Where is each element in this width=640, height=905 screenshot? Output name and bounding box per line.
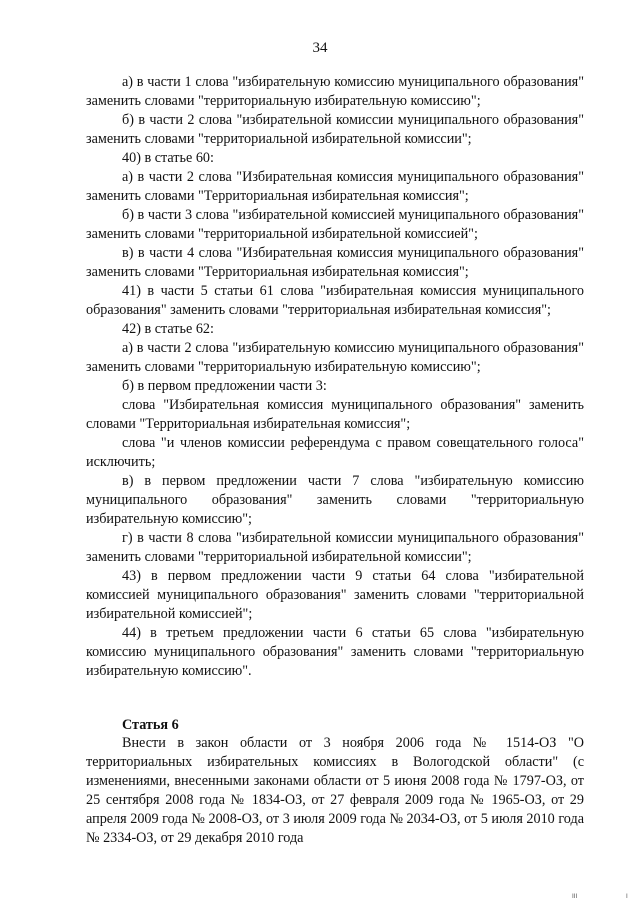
- paragraph: 40) в статье 60:: [122, 150, 214, 166]
- article-heading: Статья 6: [122, 717, 179, 733]
- paragraph: слова "и членов комиссии референдума с правом совещательного голоса" исключить;: [86, 435, 584, 470]
- paragraph: 44) в третьем предложении части 6 статьи 65 слова "избирательную комиссию муниципального образования" заменить словами "территориальную избирательную комиссию".: [86, 625, 584, 679]
- paragraph: а) в части 2 слова "Избирательная комиссия муниципального образования" заменить словами "Территориальная избирательная комиссия";: [86, 169, 584, 204]
- paragraph: а) в части 1 слова "избирательную комиссию муниципального образования" заменить словами "территориальную избирательную комиссию";: [86, 74, 584, 109]
- paragraph: 42) в статье 62:: [122, 321, 214, 337]
- paragraph: 43) в первом предложении части 9 статьи 64 слова "избирательной комиссией муниципального образования" заменить словами "территориальной избирательной комиссией";: [86, 568, 584, 622]
- paragraph: б) в части 3 слова "избирательной комиссией муниципального образования" заменить словами "территориальной избирательной комиссией";: [86, 207, 584, 242]
- paragraph: в) в части 4 слова "Избирательная комиссия муниципального образования" заменить словами "Территориальная избирательная комиссия";: [86, 245, 584, 280]
- paragraph: б) в первом предложении части 3:: [122, 378, 327, 394]
- paragraph: г) в части 8 слова "избирательной комиссии муниципального образования" заменить словами "территориальной избирательной комиссии";: [86, 530, 584, 565]
- paragraph: 41) в части 5 статьи 61 слова "избирательная комиссия муниципального образования" заменить словами "территориальная избирательная комиссия";: [86, 283, 584, 318]
- article-paragraph: Внести в закон области от 3 ноября 2006 года № 1514-ОЗ "О территориальных избирательных комиссиях в Вологодской области" (с изменениями, внесенными законами области от 5 июня 2008 года № 1797-ОЗ, от 25 сентября 2008 года № 1834-ОЗ, от 27 февраля 2009 года № 1965-ОЗ, от 29 апреля 2009 года № 2008-ОЗ, от 3 июля 2009 года № 2034-ОЗ, от 5 июля 2010 года № 2334-ОЗ, от 29 декабря 2010 года: [86, 735, 584, 846]
- paragraph: б) в части 2 слова "избирательной комиссии муниципального образования" заменить словами "территориальной избирательной комиссии";: [86, 112, 584, 147]
- paragraph: в) в первом предложении части 7 слова "избирательную комиссию муниципального образования" заменить словами "территориальную избирательную комиссию";: [86, 473, 584, 527]
- paragraph: а) в части 2 слова "избирательную комиссию муниципального образования" заменить словами "территориальную избирательную комиссию";: [86, 340, 584, 375]
- paragraph: слова "Избирательная комиссия муниципального образования" заменить словами "Территориальная избирательная комиссия";: [86, 397, 584, 432]
- amendments-list: [86, 73, 584, 681]
- footer-mark-left: III: [572, 893, 578, 900]
- footer-mark-right: I: [626, 893, 628, 900]
- article-body: [86, 734, 584, 848]
- page-number: 34: [312, 40, 328, 56]
